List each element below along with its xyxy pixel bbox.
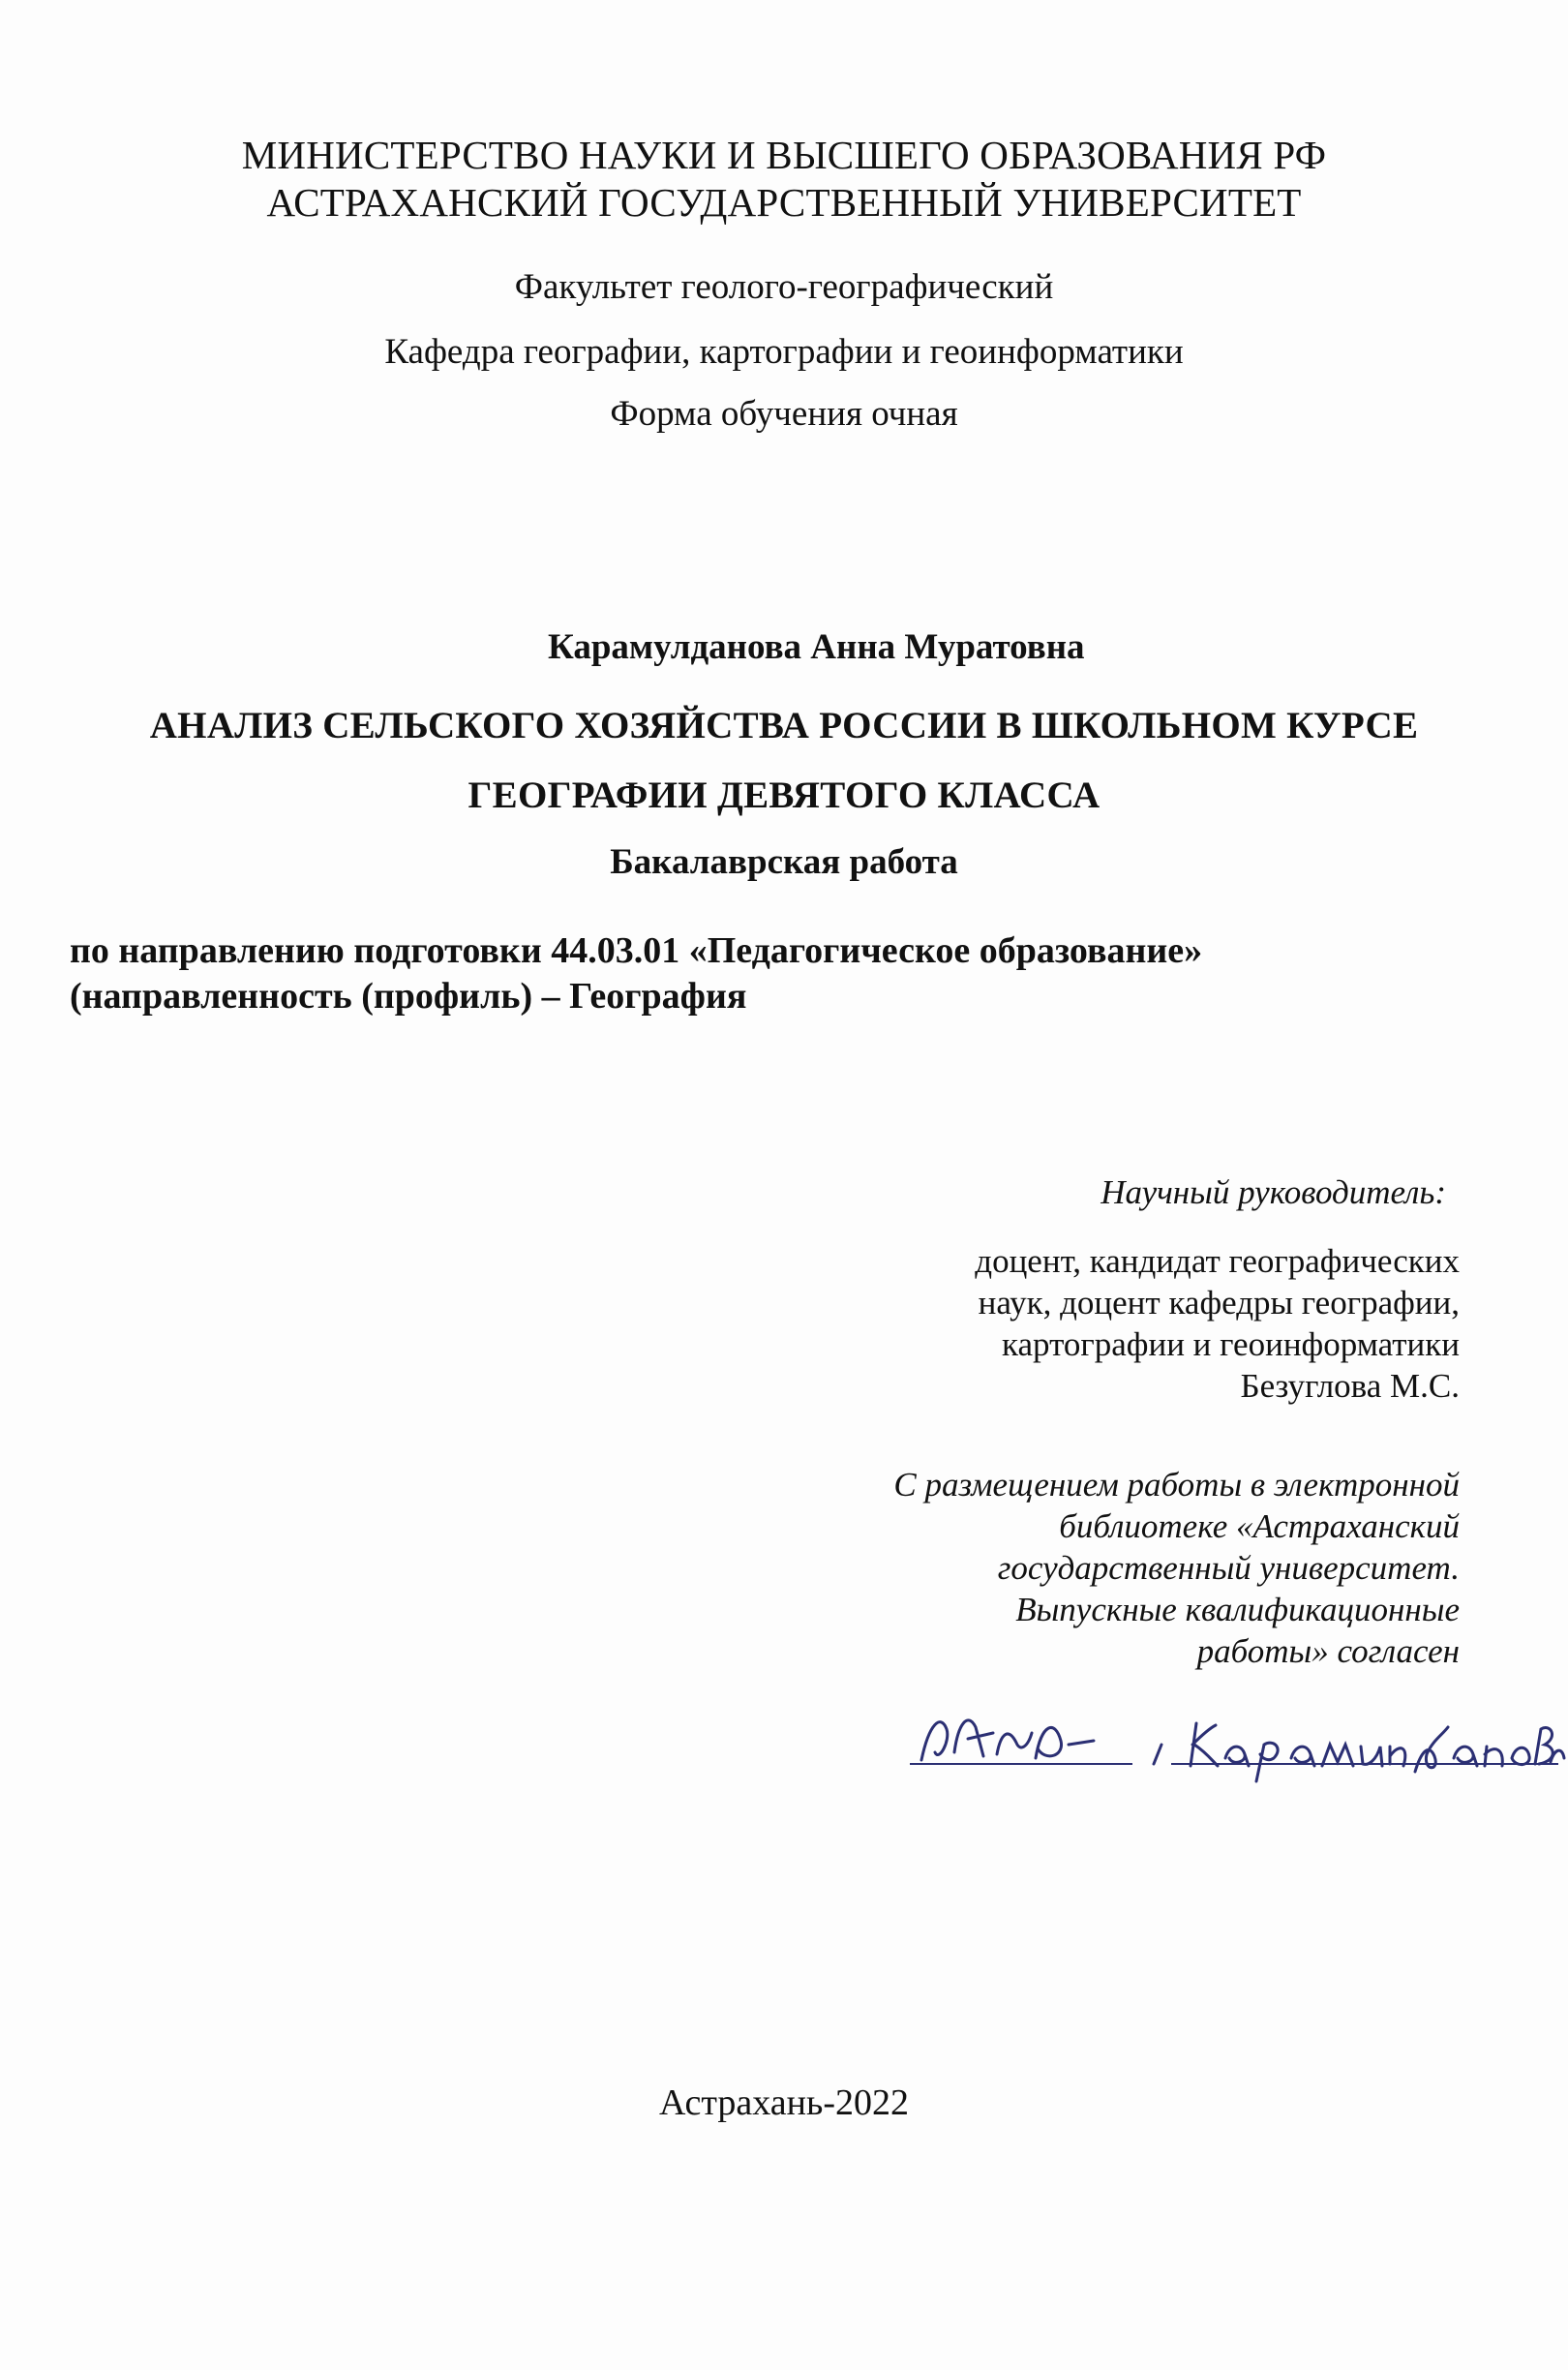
city-year: Астрахань-2022 [659, 2082, 909, 2123]
consent-line-1: С размещением работы в электронной [893, 1466, 1460, 1504]
work-title-line-2: ГЕОГРАФИИ ДЕВЯТОГО КЛАССА [467, 775, 1101, 816]
supervisor-position-line-2: наук, доцент кафедры географии, [978, 1284, 1460, 1322]
department-name: Кафедра географии, картографии и геоинформатики [384, 332, 1184, 372]
supervisor-label: Научный руководитель: [1101, 1173, 1446, 1211]
consent-line-2: библиотеке «Астраханский [1059, 1507, 1460, 1545]
handwritten-signature [900, 1685, 1568, 1801]
study-form: Форма обучения очная [610, 394, 958, 434]
consent-line-3: государственный университет. [997, 1549, 1460, 1587]
direction-line-1: по направлению подготовки 44.03.01 «Педагогическое образование» [70, 930, 1203, 971]
consent-block [893, 1464, 1460, 1672]
work-title-line-1: АНАЛИЗ СЕЛЬСКОГО ХОЗЯЙСТВА РОССИИ В ШКОЛЬНОМ КУРСЕ [149, 705, 1419, 746]
supervisor-position-line-3: картографии и геоинформатики [1002, 1325, 1460, 1363]
consent-line-4: Выпускные квалификационные [1015, 1591, 1460, 1628]
direction-line-2: (направленность (профиль) – География [70, 976, 747, 1017]
ministry-name: МИНИСТЕРСТВО НАУКИ И ВЫСШЕГО ОБРАЗОВАНИЯ РФ [241, 133, 1327, 177]
consent-line-5: работы» согласен [1196, 1632, 1460, 1670]
supervisor-block [975, 1171, 1460, 1407]
university-name: АСТРАХАНСКИЙ ГОСУДАРСТВЕННЫЙ УНИВЕРСИТЕТ [266, 180, 1302, 225]
supervisor-name: Безуглова М.С. [1240, 1367, 1460, 1405]
supervisor-position-line-1: доцент, кандидат географических [975, 1242, 1460, 1280]
work-type: Бакалаврская работа [610, 842, 958, 882]
faculty-name: Факультет геолого-географический [514, 267, 1054, 307]
author-name: Карамулданова Анна Муратовна [548, 627, 1085, 667]
